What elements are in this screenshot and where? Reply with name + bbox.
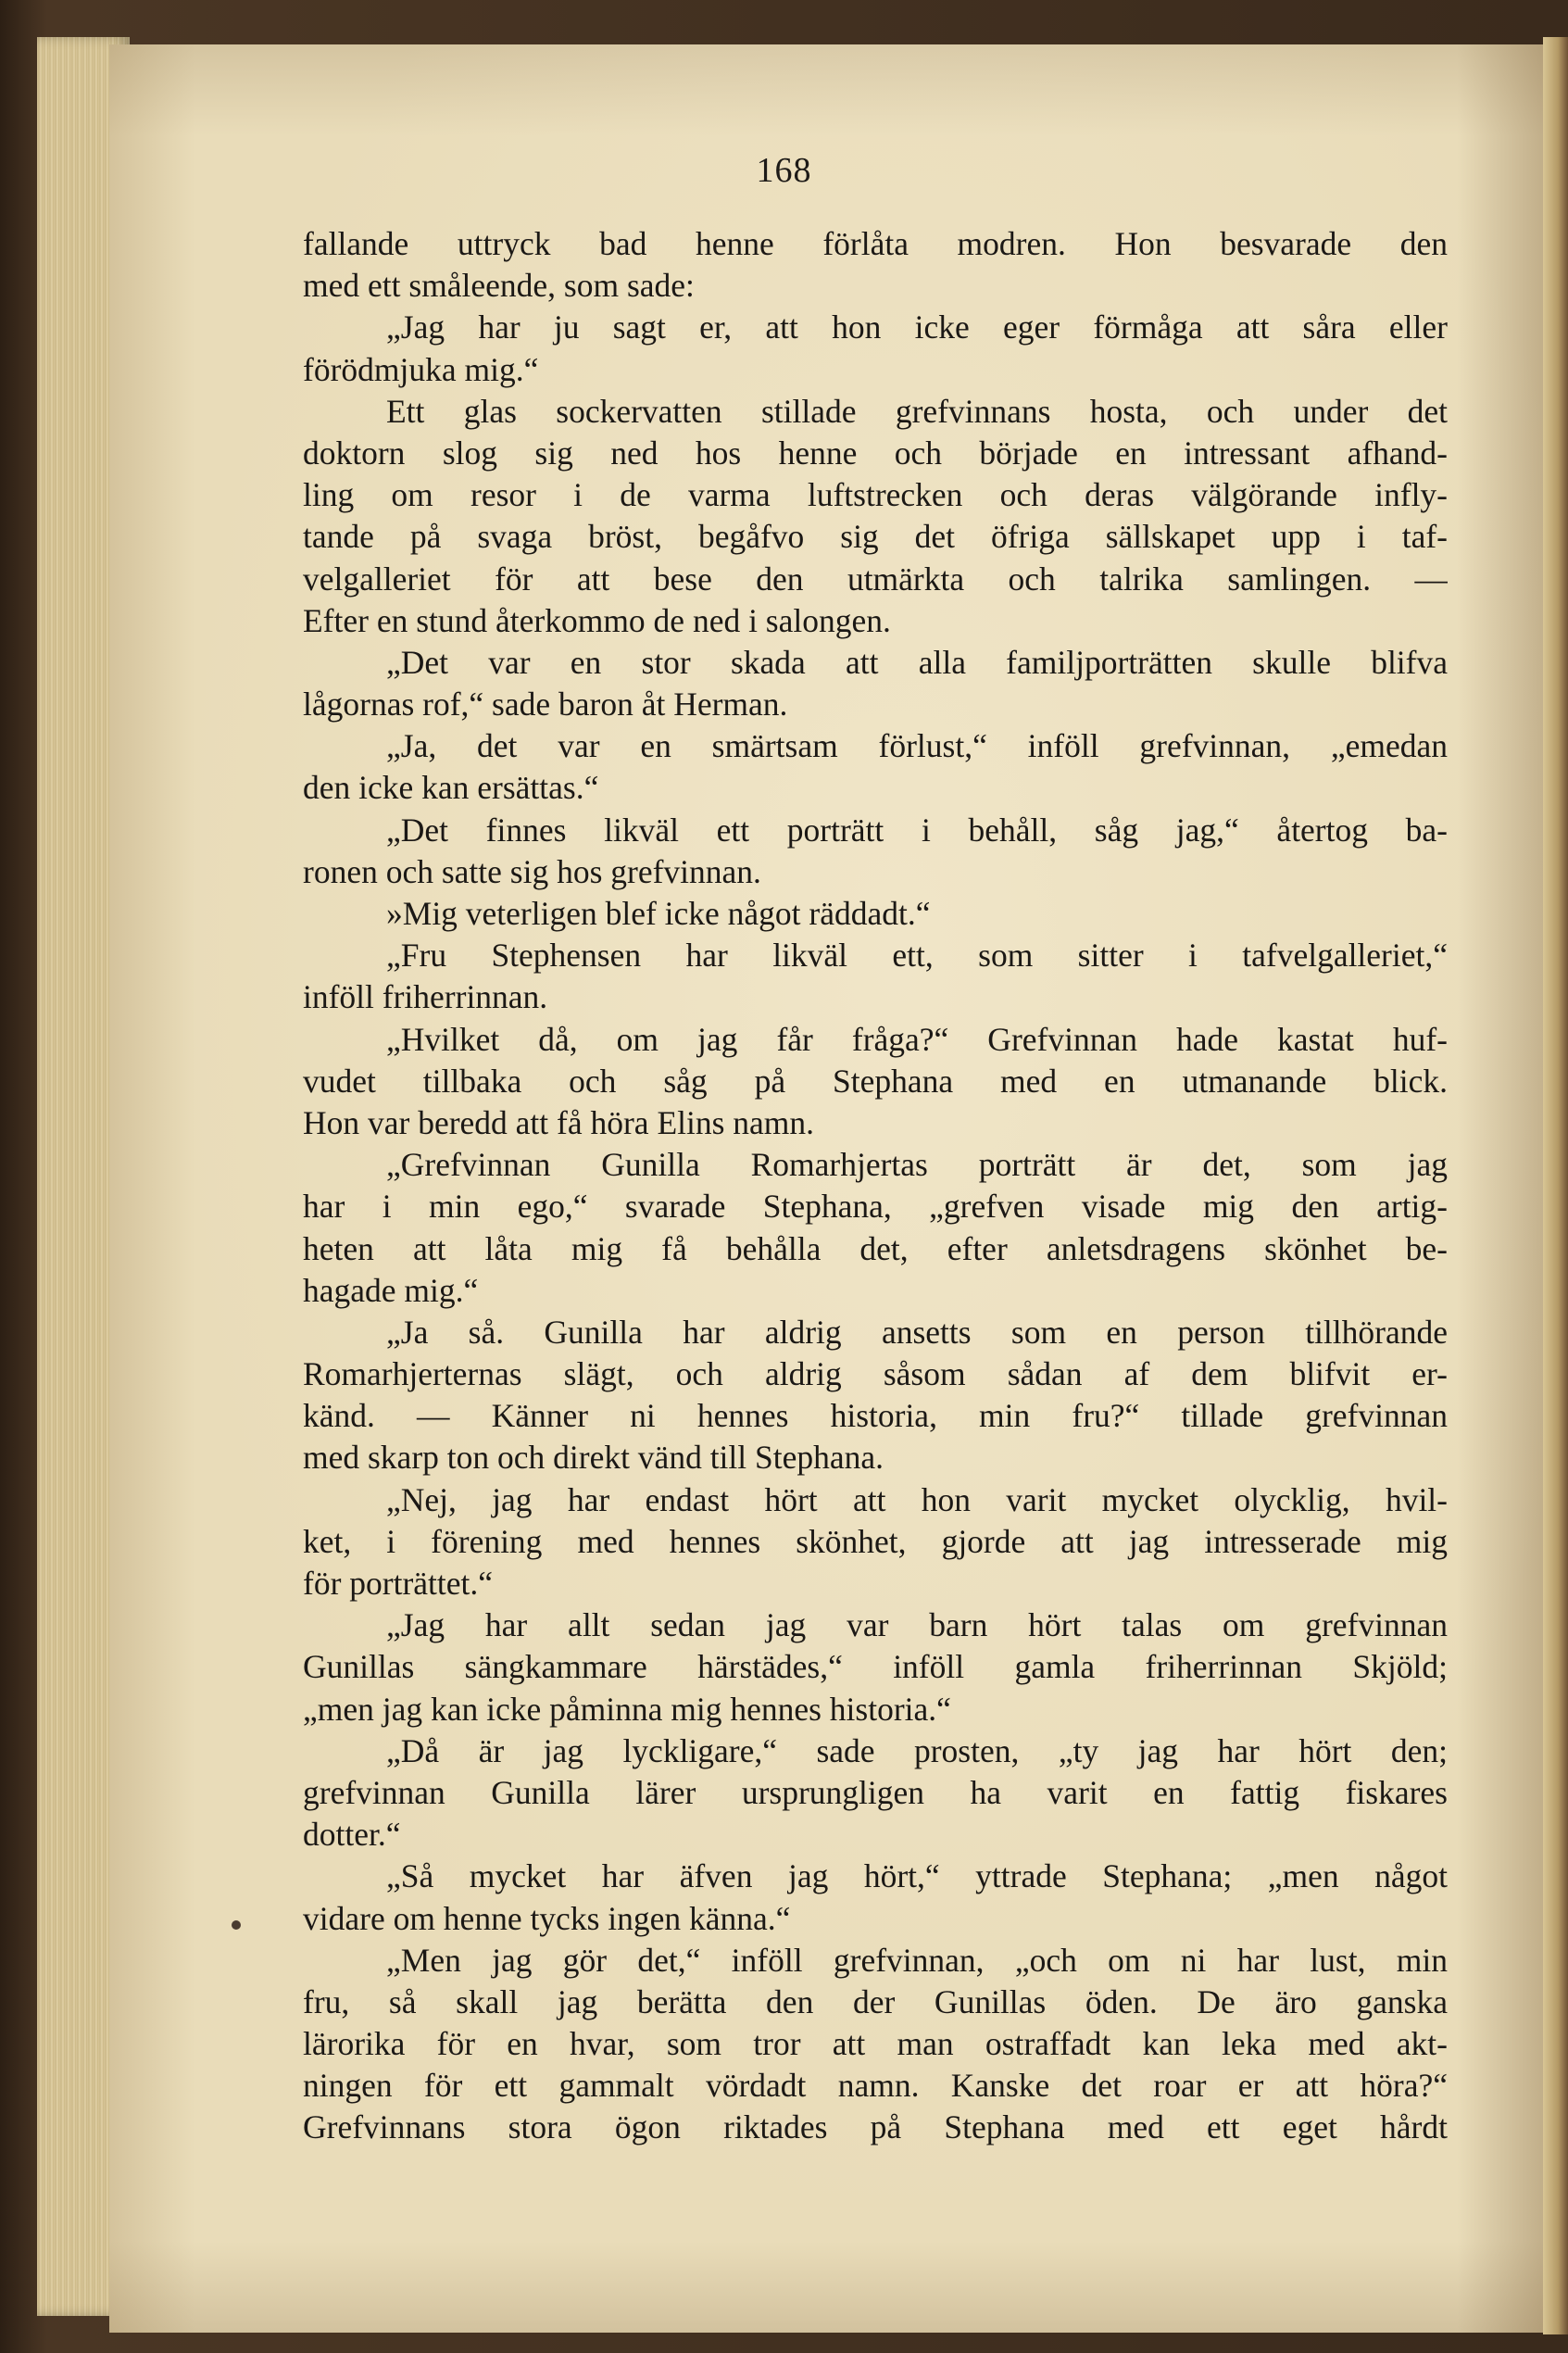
text-line: fallande uttryck bad henne förlåta modren. Hon besvarade den (303, 225, 1448, 262)
page-number: 168 (756, 151, 812, 190)
margin-mark (232, 1920, 241, 1930)
text-line: har i min ego,“ svarade Stephana, „grefven visade mig den artig- (303, 1188, 1448, 1226)
text-line: „Det finnes likväl ett porträtt i behåll, såg jag,“ återtog ba- (386, 811, 1448, 849)
text-line: den icke kan ersättas.“ (303, 769, 599, 807)
text-line: „Hvilket då, om jag får fråga?“ Grefvinnan hade kastat huf- (386, 1020, 1448, 1058)
text-line: „Så mycket har äfven jag hört,“ yttrade Stephana; „men något (386, 1857, 1448, 1895)
text-line: „Det var en stor skada att alla familjporträtten skulle blifva (386, 643, 1448, 681)
text-line: „Men jag gör det,“ inföll grefvinnan, „och om ni har lust, min (386, 1941, 1448, 1979)
text-line: vudet tillbaka och såg på Stephana med en utmanande blick. (303, 1062, 1448, 1100)
text-line: dotter.“ (303, 1816, 401, 1854)
text-line: „Ja, det var en smärtsam förlust,“ inföll grefvinnan, „emedan (386, 727, 1448, 765)
text-line: för porträttet.“ (303, 1565, 494, 1602)
text-line: Gunillas sängkammare härstädes,“ inföll gamla friherrinnan Skjöld; (303, 1648, 1448, 1686)
text-line: lärorika för en hvar, som tror att man ostraffadt kan leka med akt- (303, 2025, 1448, 2063)
text-line: velgalleriet för att bese den utmärkta och talrika samlingen. — (303, 560, 1448, 598)
text-line: grefvinnan Gunilla lärer ursprungligen ha varit en fattig fiskares (303, 1773, 1448, 1811)
text-line: tande på svaga bröst, begåfvo sig det öfriga sällskapet upp i taf- (303, 518, 1448, 556)
text-line: Romarhjerternas slägt, och aldrig såsom sådan af dem blifvit er- (303, 1355, 1448, 1393)
text-line: „Nej, jag har endast hört att hon varit mycket olycklig, hvil- (386, 1480, 1448, 1518)
text-line: „Då är jag lyckligare,“ sade prosten, „ty jag har hört den; (386, 1731, 1448, 1769)
text-line: Grefvinnans stora ögon riktades på Stephana med ett eget hårdt (303, 2108, 1448, 2146)
text-line: doktorn slog sig ned hos henne och började en intressant afhand- (303, 434, 1448, 472)
text-line: Hon var beredd att få höra Elins namn. (303, 1103, 815, 1141)
text-line: lågornas rof,“ sade baron åt Herman. (303, 686, 788, 724)
text-line: ningen för ett gammalt vördadt namn. Kanske det roar er att höra?“ (303, 2067, 1448, 2105)
text-line: känd. — Känner ni hennes historia, min fru?“ tillade grefvinnan (303, 1397, 1448, 1435)
text-line: heten att låta mig få behålla det, efter anletsdragens skönhet be- (303, 1229, 1448, 1267)
text-line: Ett glas sockervatten stillade grefvinnans hosta, och under det (386, 392, 1448, 430)
text-line: „Fru Stephensen har likväl ett, som sitter i tafvelgalleriet,“ (386, 937, 1448, 975)
text-line: „Jag har allt sedan jag var barn hört talas om grefvinnan (386, 1606, 1448, 1644)
text-line: ket, i förening med hennes skönhet, gjorde att jag intresserade mig (303, 1522, 1448, 1560)
text-line: fru, så skall jag berätta den der Gunillas öden. De äro ganska (303, 1982, 1448, 2020)
text-line: med skarp ton och direkt vänd till Stephana. (303, 1439, 884, 1477)
text-line: „men jag kan icke påminna mig hennes historia.“ (303, 1690, 951, 1728)
text-line: med ett småleende, som sade: (303, 267, 695, 305)
body-text (303, 223, 1448, 2149)
text-line: inföll friherrinnan. (303, 978, 548, 1016)
text-line: hagade mig.“ (303, 1271, 479, 1309)
right-page-edge (1543, 37, 1568, 2334)
text-line: Efter en stund återkommo de ned i salongen. (303, 601, 891, 639)
text-line: ronen och satte sig hos grefvinnan. (303, 852, 761, 890)
text-line: ling om resor i de varma luftstrecken och deras välgörande infly- (303, 476, 1448, 514)
text-line: vidare om henne tycks ingen känna.“ (303, 1899, 791, 1937)
text-line: förödmjuka mig.“ (303, 350, 539, 388)
text-line: „Jag har ju sagt er, att hon icke eger förmåga att såra eller (386, 308, 1448, 346)
text-line: „Ja så. Gunilla har aldrig ansetts som en person tillhörande (386, 1313, 1448, 1351)
text-line: »Mig veterligen blef icke något räddadt.“ (386, 895, 931, 932)
text-line: „Grefvinnan Gunilla Romarhjertas porträtt är det, som jag (386, 1146, 1448, 1184)
